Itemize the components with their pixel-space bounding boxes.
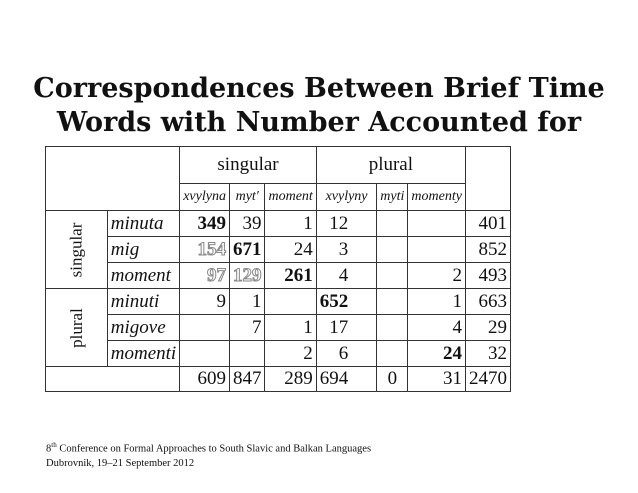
table-cell: 652: [316, 289, 377, 315]
correspondence-table: [45, 146, 511, 392]
header-total-blank: [465, 147, 510, 211]
table-cell: [180, 341, 230, 367]
totals-row: [46, 367, 511, 392]
table-cell: 1: [265, 211, 316, 237]
column-total: 289: [265, 367, 316, 392]
column-total: 31: [408, 367, 466, 392]
slide-title: [0, 72, 638, 140]
table-cell: 17: [316, 315, 377, 341]
table-cell: [377, 341, 408, 367]
column-total: 609: [180, 367, 230, 392]
table-cell: [377, 263, 408, 289]
row-total: 32: [465, 341, 510, 367]
title-line-1: Correspondences Between Brief Time: [33, 73, 605, 104]
table-cell: [377, 289, 408, 315]
table-cell: 39: [229, 211, 265, 237]
footer-conference: Conference on Formal Approaches to South Slavic and Balkan Languages: [56, 443, 372, 455]
column-header: myt′: [229, 184, 265, 211]
table-cell: [408, 211, 466, 237]
footer: [46, 438, 371, 471]
column-total: 0: [377, 367, 408, 392]
column-total: 847: [229, 367, 265, 392]
table-cell: 2: [265, 341, 316, 367]
table-row: [46, 263, 511, 289]
row-word: momenti: [107, 341, 179, 367]
table-cell: [180, 315, 230, 341]
row-total: 852: [465, 237, 510, 263]
totals-label-blank: [46, 367, 180, 392]
header-plural: plural: [316, 147, 465, 184]
row-total: 401: [465, 211, 510, 237]
table-cell: 24: [265, 237, 316, 263]
row-word: minuta: [107, 211, 179, 237]
row-total: 29: [465, 315, 510, 341]
row-word: migove: [107, 315, 179, 341]
table-cell: 261: [265, 263, 316, 289]
column-header: momenty: [408, 184, 466, 211]
table-cell: 4: [316, 263, 377, 289]
table-cell: 349: [180, 211, 230, 237]
row-total: 663: [465, 289, 510, 315]
table-cell: 3: [316, 237, 377, 263]
footer-line-2: Dubrovnik, 19–21 September 2012: [46, 457, 195, 469]
table-cell: [229, 341, 265, 367]
grand-total: 2470: [465, 367, 510, 392]
column-header: myti: [377, 184, 408, 211]
table-cell: [265, 289, 316, 315]
table-row: [46, 211, 511, 237]
table-cell: 97: [180, 263, 230, 289]
row-word: mig: [107, 237, 179, 263]
table-cell: 7: [229, 315, 265, 341]
row-word: minuti: [107, 289, 179, 315]
table-cell: [377, 211, 408, 237]
row-word: moment: [107, 263, 179, 289]
title-line-2: Words with Number Accounted for: [56, 107, 582, 138]
header-row-groups: [46, 147, 511, 184]
table-cell: [377, 315, 408, 341]
table-cell: 154: [180, 237, 230, 263]
row-group-label-plural: plural: [46, 289, 108, 367]
column-total: 694: [316, 367, 377, 392]
table-cell: 129: [229, 263, 265, 289]
row-total: 493: [465, 263, 510, 289]
footer-ordinal: 8: [46, 443, 52, 455]
table-cell: 24: [408, 341, 466, 367]
column-header: xvylyny: [316, 184, 377, 211]
table-cell: [408, 237, 466, 263]
column-header: xvylyna: [180, 184, 230, 211]
table-row: [46, 289, 511, 315]
table-row: [46, 341, 511, 367]
footer-line-1: [46, 438, 371, 457]
table-cell: 1: [408, 289, 466, 315]
table-cell: 9: [180, 289, 230, 315]
table-cell: 6: [316, 341, 377, 367]
table-cell: 671: [229, 237, 265, 263]
footer-ordinal-suffix: th: [51, 441, 57, 449]
row-group-label-singular: singular: [46, 211, 108, 289]
header-singular: singular: [180, 147, 317, 184]
table-cell: 2: [408, 263, 466, 289]
table-cell: 1: [229, 289, 265, 315]
table-row: [46, 315, 511, 341]
table-cell: 4: [408, 315, 466, 341]
table-cell: [377, 237, 408, 263]
table-cell: 1: [265, 315, 316, 341]
table-row: [46, 237, 511, 263]
corner-cell: [46, 147, 180, 211]
table-cell: 12: [316, 211, 377, 237]
column-header: moment: [265, 184, 316, 211]
